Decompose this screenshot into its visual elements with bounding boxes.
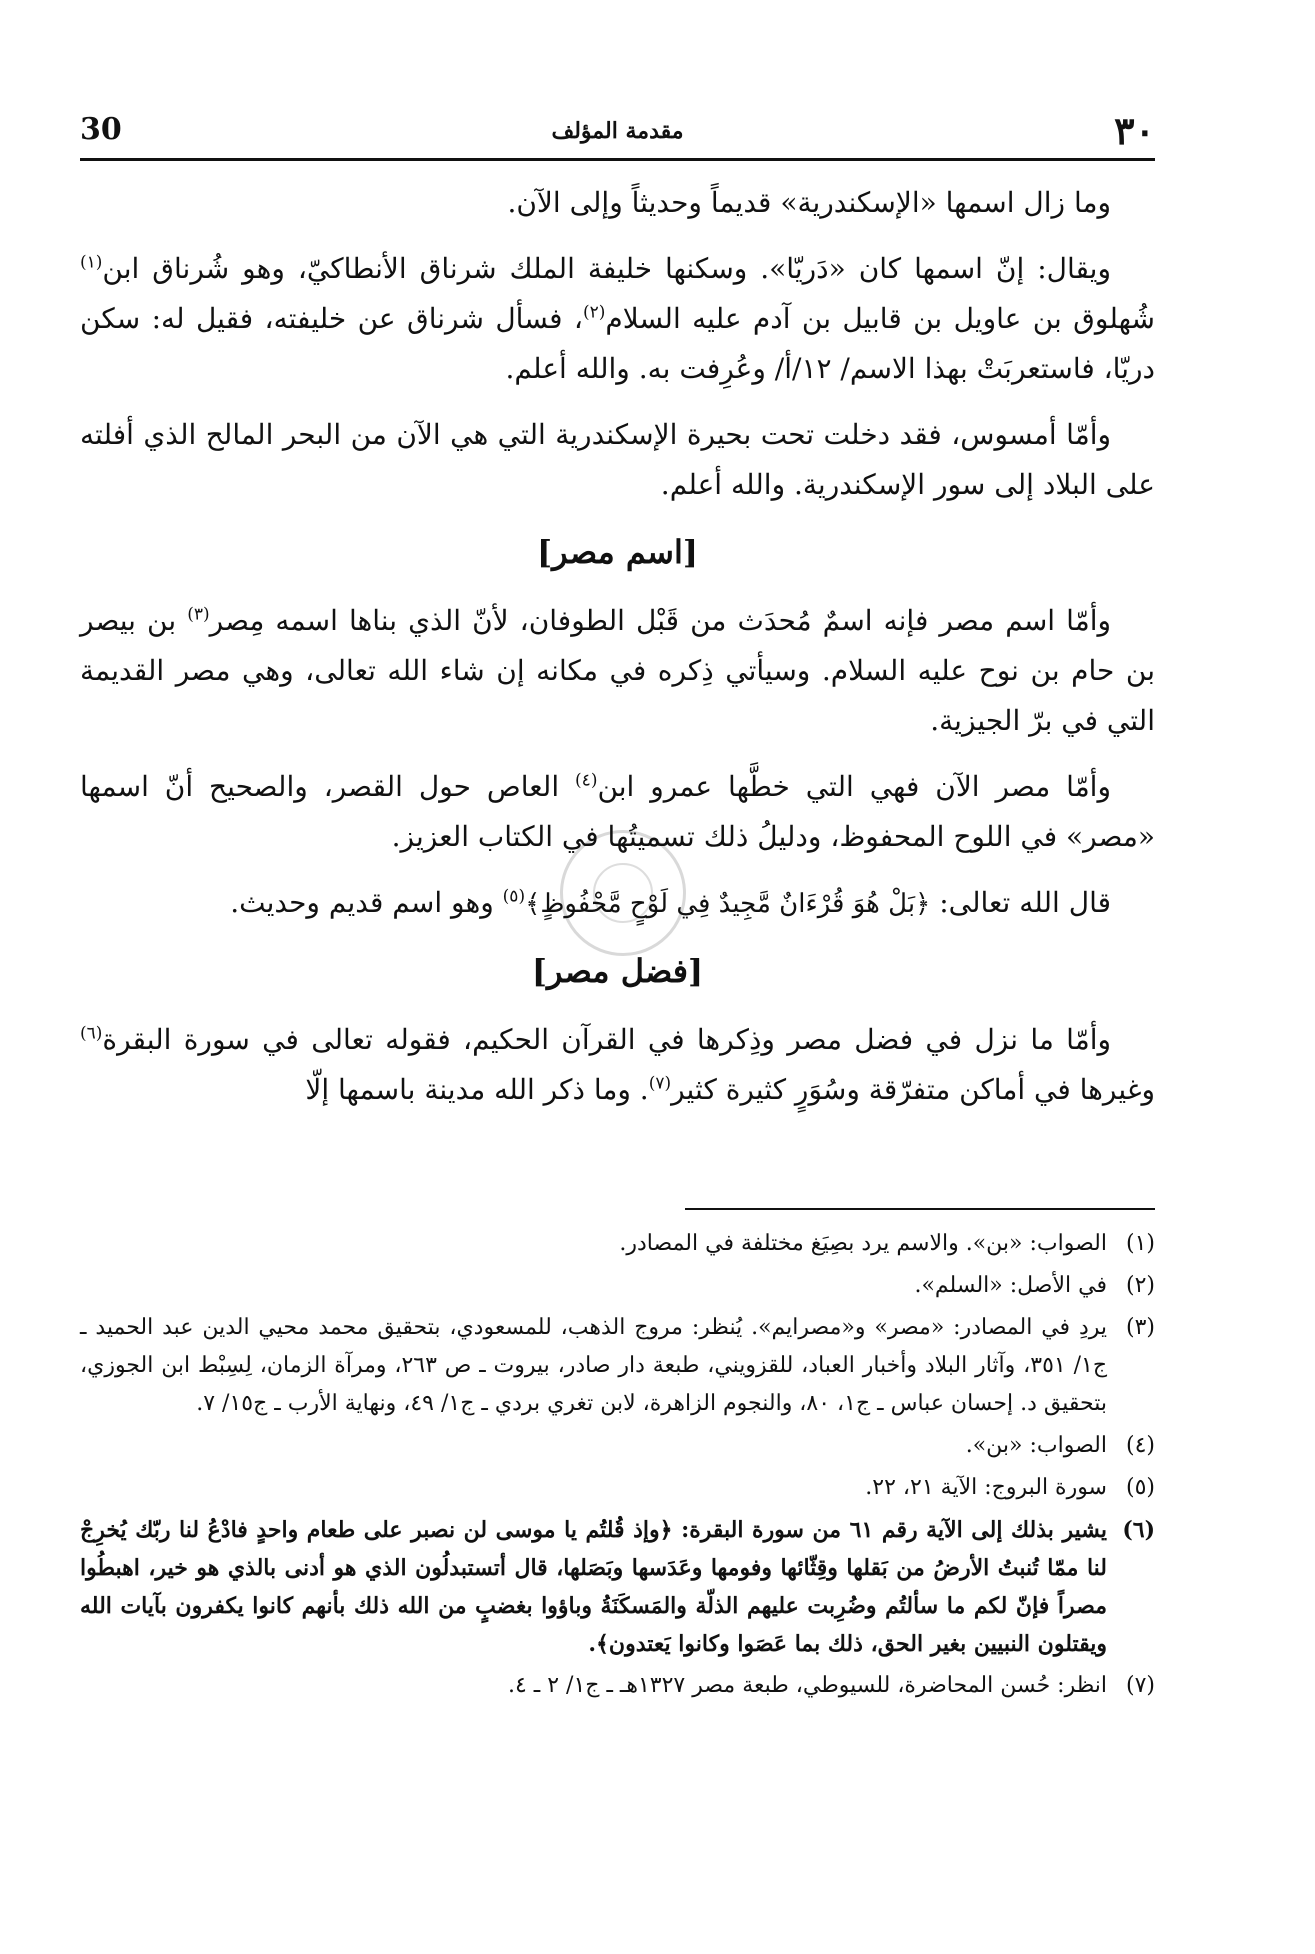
footnote-number: (١)	[1125, 1231, 1155, 1256]
footnote-ref-7: (٧)	[648, 1073, 672, 1094]
footnote-4	[80, 1427, 1155, 1465]
text-span: وغيرها في أماكن متفرّقة وسُوَرٍ كثيرة كثير	[671, 1073, 1155, 1106]
text-span: وأمّا اسم مصر فإنه اسمٌ مُحدَث من قَبْل الطوفان، لأنّ الذي بناها اسمه مِصر	[209, 604, 1111, 637]
footnote-text: الصواب: «بن».	[965, 1433, 1107, 1458]
paragraph-6	[80, 878, 1155, 929]
text-span: قال الله تعالى:	[930, 886, 1111, 919]
footnotes	[80, 1225, 1155, 1709]
text-span: العاص حول القصر، والصحيح أنّ اسمها «مصر» في اللوح المحفوظ، ودليلُ ذلك تسميتُها في الكتاب العزيز.	[80, 770, 1155, 853]
footnote-text: في الأصل: «السلم».	[914, 1273, 1107, 1298]
page-number-latin: 30	[80, 112, 122, 147]
text-span: وأمّا ما نزل في فضل مصر وذِكرها في القرآن الحكيم، فقوله تعالى في سورة البقرة	[102, 1023, 1111, 1056]
paragraph-2	[80, 244, 1155, 394]
section-heading-virtue-of-egypt: [فضل مصر]	[531, 952, 704, 990]
footnote-text: يشير بذلك إلى الآية رقم ٦١ من سورة البقرة: ﴿وإذ قُلتُم يا موسى لن نصبر على طعام واحدٍ فادْعُ لنا ربّك يُخرِجْ لنا ممّا تُنبتُ الأرضُ من بَقلها وقِثّائها وفومها وعَدَسها وبَصَلها، قال أتستبدلُون الذي هو أدنى بالذي هو خير، اهبطُوا مصراً فإنّ لكم ما سألتُم وضُرِبت عليهم الذلّة والمَسكَنَةُ وباؤوا بغضبٍ من الله ذلك بأنهم كانوا يكفرون بآيات الله ويقتلون النبيين بغير الحق، ذلك بما عَصَوا وكانوا يَعتدون﴾.	[80, 1517, 1108, 1657]
footnote-1	[80, 1225, 1155, 1263]
footnote-6	[80, 1511, 1155, 1663]
page-header	[80, 108, 1155, 160]
text-span: . وما ذكر الله مدينة باسمها إلّا	[305, 1073, 649, 1106]
footnote-text: سورة البروج: الآية ٢١، ٢٢.	[865, 1475, 1107, 1500]
paragraph-4	[80, 596, 1155, 746]
header-rule	[80, 158, 1155, 161]
footnote-rule	[685, 1208, 1155, 1210]
footnote-2	[80, 1267, 1155, 1305]
footnote-text: يردِ في المصادر: «مصر» و«مصرايم». يُنظر: مروج الذهب، للمسعودي، بتحقيق محمد محيي الدين عبد الحميد ـ ج١/ ٣٥١، وآثار البلاد وأخبار العباد، للقزويني، طبعة دار صادر، بيروت ـ ص ٢٦٣، ومرآة الزمان، لِسِبْط ابن الجوزي، بتحقيق د. إحسان عباس ـ ج١، ٨٠، والنجوم الزاهرة، لابن تغري بردي ـ ج١/ ٤٩، ونهاية الأرب ـ ج١٥/ ٧.	[80, 1315, 1108, 1416]
main-text	[80, 178, 1155, 1131]
text-span: شُهلوق بن عاويل بن قابيل بن آدم عليه السلام	[605, 302, 1156, 335]
text-span: وأمّا مصر الآن فهي التي خطَّها عمرو ابن	[597, 770, 1111, 803]
footnote-ref-6: (٦)	[80, 1023, 103, 1044]
text-span: بن بيصر بن حام بن نوح عليه السلام. وسيأتي ذِكره في مكانه إن شاء الله تعالى، وهي مصر القديمة التي في برّ الجيزية.	[80, 604, 1155, 737]
footnote-text: الصواب: «بن». والاسم يرد بصِيَغ مختلفة في المصادر.	[619, 1231, 1107, 1256]
footnote-3	[80, 1309, 1155, 1423]
footnote-text: انظر: حُسن المحاضرة، للسيوطي، طبعة مصر ١٣٢٧هـ ـ ج١/ ٢ ـ ٤.	[507, 1673, 1107, 1698]
paragraph-1: وما زال اسمها «الإسكندرية» قديماً وحديثاً وإلى الآن.	[507, 186, 1111, 219]
footnote-number: (٣)	[1125, 1315, 1155, 1340]
footnote-number: (٥)	[1125, 1475, 1155, 1500]
footnote-number: (٤)	[1125, 1433, 1155, 1458]
text-span: وهو اسم قديم وحديث.	[230, 886, 503, 919]
paragraph-7	[80, 1015, 1155, 1115]
footnote-7	[80, 1667, 1155, 1705]
footnote-number: (٢)	[1125, 1273, 1155, 1298]
footnote-ref-3: (٣)	[187, 604, 210, 625]
text-span: ، فسأل شرناق عن خليفته، فقيل له: سكن دريّا، فاستعربَتْ بهذا الاسم/ ١٢/أ/ وعُرِفت به. والله أعلم.	[80, 302, 1155, 385]
running-title: مقدمة المؤلف	[551, 118, 684, 144]
footnote-ref-4: (٤)	[575, 770, 598, 791]
paragraph-3: وأمّا أمسوس، فقد دخلت تحت بحيرة الإسكندرية التي هي الآن من البحر المالح الذي أفلته على البلاد إلى سور الإسكندرية. والله أعلم.	[80, 418, 1155, 501]
footnote-ref-1: (١)	[80, 252, 103, 273]
quran-verse: ﴿بَلْ هُوَ قُرْءَانٌ مَّجِيدٌ فِي لَوْحٍ مَّحْفُوظٍ﴾	[525, 889, 931, 919]
footnote-number: (٦)	[1122, 1517, 1155, 1543]
footnote-ref-2: (٢)	[582, 302, 606, 323]
section-heading-name-of-egypt: [اسم مصر]	[537, 533, 698, 571]
page-number-arabic: ٣٠	[1114, 108, 1155, 153]
paragraph-5	[80, 762, 1155, 862]
text-span: ويقال: إنّ اسمها كان «دَريّا». وسكنها خليفة الملك شرناق الأنطاكيّ، وهو شُرناق ابن	[102, 252, 1111, 285]
footnote-number: (٧)	[1125, 1673, 1155, 1698]
footnote-5	[80, 1469, 1155, 1507]
footnote-ref-5: (٥)	[502, 886, 526, 907]
